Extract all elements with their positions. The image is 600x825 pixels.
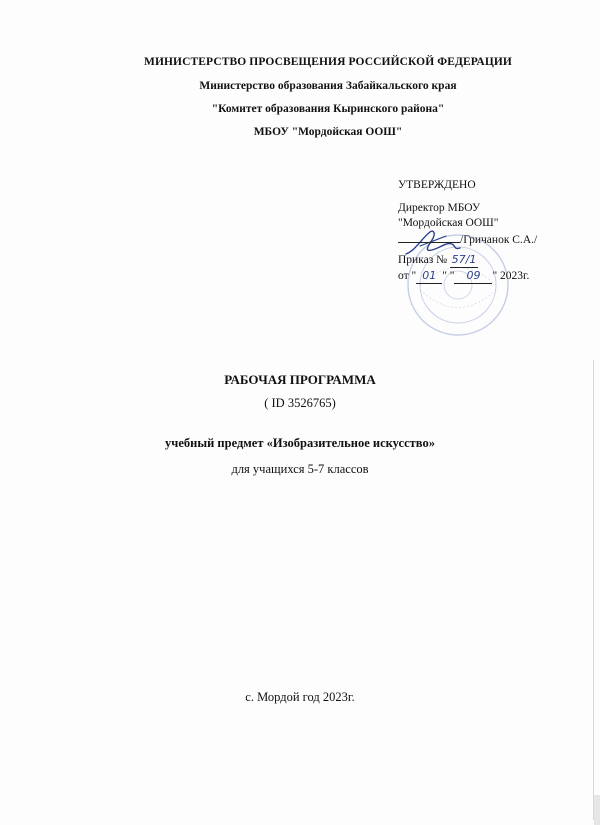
audience: для учащихся 5-7 классов — [231, 462, 369, 476]
place-year: с. Мордой год 2023г. — [245, 690, 355, 704]
regional-ministry-heading: Министерство образования Забайкальского края — [199, 80, 457, 92]
director-position: Директор МБОУ — [398, 202, 481, 214]
committee-heading: "Комитет образования Кыринского района" — [211, 103, 445, 115]
director-name: /Гричанок С.А./ — [460, 234, 538, 246]
program-id: ( ID 3526765) — [264, 396, 336, 410]
order-label: Приказ № — [398, 254, 448, 266]
date-month: 09 — [454, 268, 492, 284]
order-number: 57/1 — [451, 253, 477, 266]
date-quote-close: " — [492, 270, 498, 282]
date-row — [398, 268, 578, 284]
date-year: 2023г. — [500, 270, 530, 282]
date-day: 01 — [416, 268, 442, 284]
ministry-heading: МИНИСТЕРСТВО ПРОСВЕЩЕНИЯ РОССИЙСКОЙ ФЕДЕРАЦИИ — [144, 56, 512, 68]
program-title: РАБОЧАЯ ПРОГРАММА — [224, 372, 376, 387]
approval-school: "Мордойская ООШ" — [398, 217, 499, 229]
date-quote-mid: " " — [442, 270, 455, 282]
order-row — [398, 252, 578, 268]
scan-edge-line — [593, 360, 594, 820]
approval-block — [398, 178, 578, 284]
date-prefix: от — [398, 270, 409, 282]
signature-row — [398, 231, 578, 248]
signature-line — [398, 231, 460, 243]
scan-corner-shadow — [594, 795, 600, 825]
approved-label: УТВЕРЖДЕНО — [398, 179, 476, 191]
subject-name: учебный предмет «Изобразительное искусство» — [165, 436, 435, 450]
school-heading: МБОУ "Мордойская ООШ" — [253, 126, 403, 138]
date-quote-open: " — [411, 270, 417, 282]
